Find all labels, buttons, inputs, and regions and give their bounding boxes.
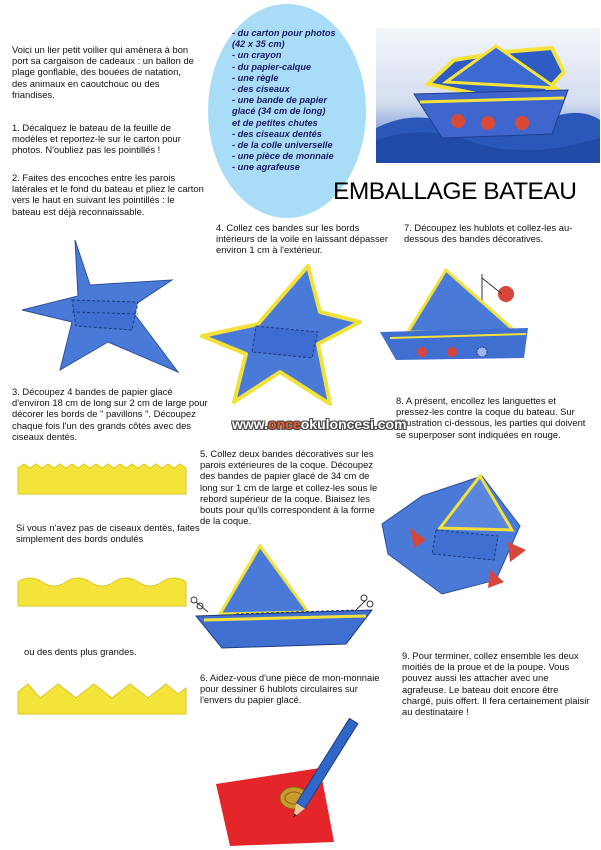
materials-item: - des ciseaux	[232, 84, 290, 95]
step-3-text: 3. Découpez 4 bandes de papier glacé d'environ 18 cm de long sur 2 cm de large pour décorer les bords de " pavillons ". Découpez chaque fois l'un des grands côtés avec des ciseaux dentés.	[12, 386, 208, 442]
materials-item: - une règle	[232, 72, 279, 83]
materials-item: - une agrafeuse	[232, 162, 300, 173]
materials-list	[232, 28, 372, 174]
step-7-text: 7. Découpez les hublots et collez-les au-dessous des bandes décoratives.	[404, 222, 573, 245]
materials-item: (42 x 35 cm)	[232, 39, 285, 50]
zigzag-strip-icon	[18, 462, 188, 498]
step-2-text: 2. Faites des encoches entre les parois latérales et le fond du bateau et pliez le carton vers le haut en suivant les pointillés : le bateau est déjà reconnaissable.	[12, 172, 204, 217]
materials-item: - un crayon	[232, 50, 282, 61]
materials-item: - une bande de papier	[232, 95, 327, 106]
coin-tracing-figure	[214, 724, 364, 848]
step-8-text: 8. A présent, encollez les languettes et pressez-les contre la coque du bateau. Sur l'illustration ci-dessous, les parties qui doivent se superposer sont indiquées en rouge.	[396, 395, 586, 440]
step-1-text: 1. Décalquez le bateau de la feuille de modèles et reportez-le sur le carton pour photos. N'oubliez pas les pointillés !	[12, 122, 181, 156]
materials-item: glacé (34 cm de long)	[232, 106, 326, 117]
step-3-alt-text: ou des dents plus grandes.	[24, 646, 137, 657]
watermark-highlight: once	[268, 416, 301, 432]
materials-item: - du papier-calque	[232, 61, 312, 72]
step-3-note-text: Si vous n'avez pas de ciseaux dentés, faites simplement des bords ondulés	[16, 522, 200, 545]
intro-text: Voici un lier petit voilier qui amènera à bon port sa cargaison de cadeaux : un ballon de plage gonflable, des bouées de natation, des animaux en caoutchouc ou des friandises.	[12, 44, 194, 100]
materials-item: - de la colle universelle	[232, 140, 333, 151]
boat-hull-strips-figure	[186, 540, 382, 660]
page-title: EMBALLAGE BATEAU	[333, 178, 577, 205]
materials-item: - du carton pour photos	[232, 28, 336, 38]
step-6-text: 6. Aidez-vous d'une pièce de mon-monnaie pour dessiner 6 hublots circulaires sur l'envers du papier glacé.	[200, 672, 380, 706]
big-teeth-strip-icon	[18, 682, 188, 718]
materials-item: et de petites chutes	[232, 117, 318, 128]
star-with-strips-figure	[200, 262, 365, 412]
boat-portholes-figure	[378, 252, 546, 370]
watermark-suffix: okuloncesi.com	[300, 416, 407, 432]
watermark-prefix: www.	[232, 416, 269, 432]
step-4-text: 4. Collez ces bandes sur les bords intérieurs de la voile en laissant dépasser environ 1 cm à l'extérieur.	[216, 222, 388, 256]
materials-item: - des ciseaux dentés	[232, 128, 322, 139]
finished-boat-photo	[376, 28, 600, 163]
boat-overlap-figure	[380, 470, 548, 620]
star-template-figure	[20, 230, 200, 380]
step-9-text: 9. Pour terminer, collez ensemble les deux moitiés de la proue et de la poupe. Vous pouvez aussi les attacher avec une agrafeuse. Le bateau doit encore être chargé, puis offert. Il fera certainement plaisir au destinataire !	[402, 650, 590, 718]
watermark	[232, 416, 407, 432]
step-5-text: 5. Collez deux bandes décoratives sur les parois extérieures de la coque. Découpez des bandes de papier glacé de 34 cm de long sur 1 cm de large et collez-les sous le rebord supérieur de la coque. Biaisez les bouts pour qu'ils correspondent à la forme de la coque.	[200, 448, 378, 527]
materials-item: - une pièce de monnaie	[232, 151, 334, 162]
wavy-strip-icon	[18, 574, 188, 608]
